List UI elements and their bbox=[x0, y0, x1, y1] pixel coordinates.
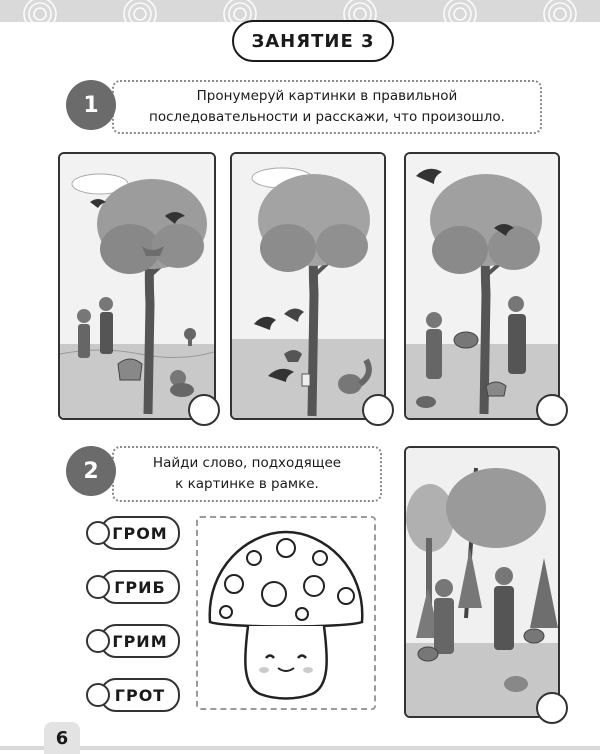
answer-circle-2[interactable] bbox=[362, 394, 394, 426]
answer-circle-4[interactable] bbox=[536, 692, 568, 724]
answer-circle-1[interactable] bbox=[188, 394, 220, 426]
picture-panel-4 bbox=[404, 446, 560, 718]
word-option-1[interactable]: ГРОМ bbox=[100, 516, 180, 550]
word-option-3[interactable]: ГРИМ bbox=[100, 624, 180, 658]
task2-instruction-line2: к картинке в рамке. bbox=[175, 476, 319, 492]
task1-instruction bbox=[112, 80, 542, 134]
bottom-decorative-line bbox=[0, 746, 600, 750]
word-option-2[interactable]: ГРИБ bbox=[100, 570, 180, 604]
word-select-circle-2[interactable] bbox=[86, 575, 110, 599]
autumn-scene-birds-icon bbox=[232, 154, 384, 418]
task1-instruction-line1: Пронумеруй картинки в правильной bbox=[196, 88, 458, 104]
picture-panel-1 bbox=[58, 152, 216, 420]
task2-number-badge: 2 bbox=[66, 446, 116, 496]
word-select-circle-4[interactable] bbox=[86, 683, 110, 707]
task2-instruction bbox=[112, 446, 382, 502]
word-option-4[interactable]: ГРОТ bbox=[100, 678, 180, 712]
task1-number-badge: 1 bbox=[66, 80, 116, 130]
answer-circle-3[interactable] bbox=[536, 394, 568, 426]
task1-instruction-line2: последовательности и расскажи, что произошло. bbox=[149, 109, 505, 125]
task2-instruction-line1: Найди слово, подходящее bbox=[152, 455, 342, 471]
word-select-circle-3[interactable] bbox=[86, 629, 110, 653]
picture-panel-2 bbox=[230, 152, 386, 420]
autumn-scene-nest-icon bbox=[60, 154, 214, 418]
forest-children-icon bbox=[406, 448, 558, 716]
autumn-scene-children-icon bbox=[406, 154, 558, 418]
mushroom-icon bbox=[198, 518, 374, 708]
top-decorative-band bbox=[0, 0, 600, 22]
page-number: 6 bbox=[44, 722, 80, 754]
word-select-circle-1[interactable] bbox=[86, 521, 110, 545]
picture-panel-3 bbox=[404, 152, 560, 420]
lesson-title: ЗАНЯТИЕ 3 bbox=[232, 20, 394, 62]
mushroom-frame bbox=[196, 516, 376, 710]
